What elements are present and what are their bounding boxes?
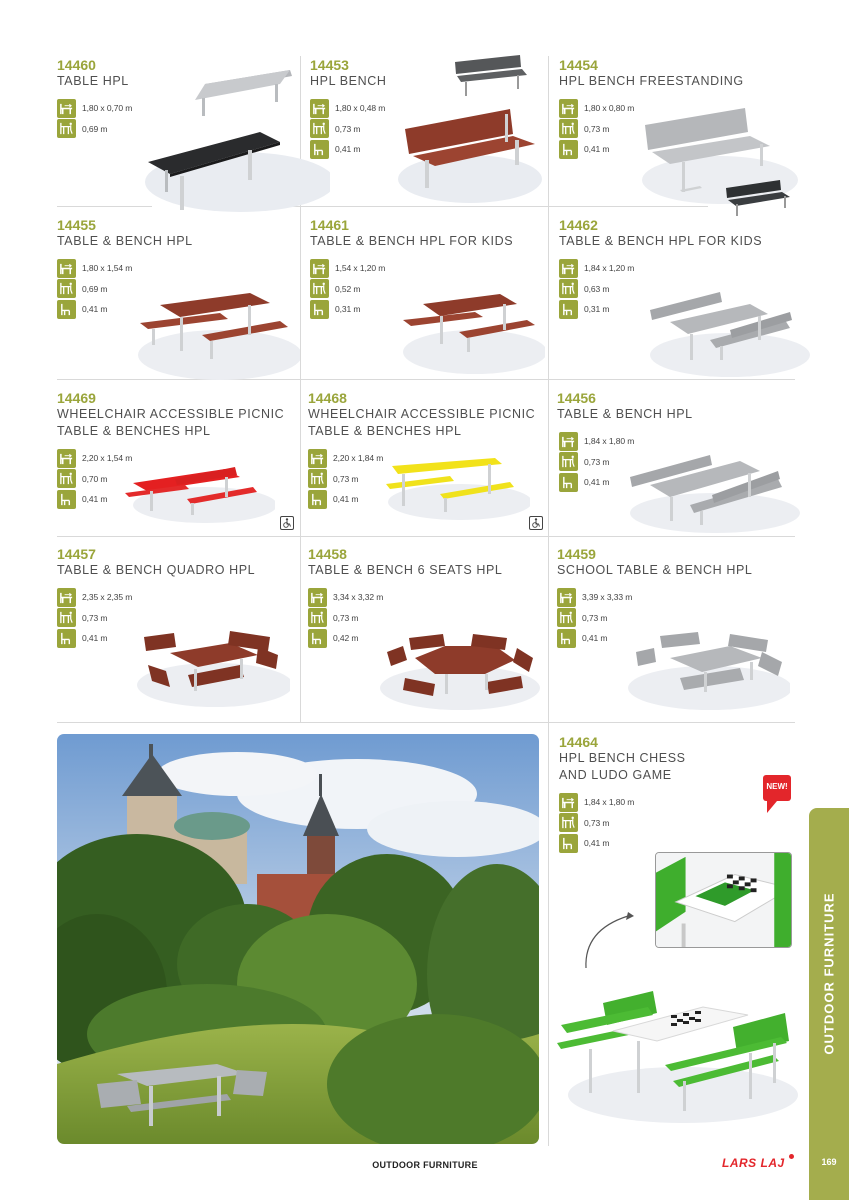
product-image-quadro: [130, 625, 290, 710]
seat-height-icon: [57, 490, 76, 509]
seat-height-icon: [57, 300, 76, 319]
spec-value: 0,41 m: [584, 838, 610, 848]
spec-value: 1,80 x 0,70 m: [82, 103, 133, 113]
spec-value: 0,73 m: [333, 612, 359, 623]
product-code: 14464: [559, 734, 598, 750]
spec-value: 0,41 m: [82, 304, 108, 314]
seat-height-icon: [559, 834, 578, 853]
table-height-icon: [559, 813, 578, 832]
table-height-icon: [559, 452, 578, 471]
seat-height-icon: [308, 490, 327, 509]
table-height-icon: [308, 469, 327, 488]
product-image-table-bench-kids: [395, 280, 545, 375]
table-height-icon: [308, 608, 327, 627]
spec-value: 0,42 m: [333, 633, 359, 643]
product-code: 14461: [310, 217, 349, 233]
chess-detail-inset: [655, 852, 792, 948]
spec-value: 0,31 m: [584, 304, 610, 314]
spec-value: 0,41 m: [582, 633, 608, 643]
spec-value: 0,63 m: [584, 283, 610, 294]
table-height-icon: [559, 279, 578, 298]
product-code: 14456: [557, 390, 596, 406]
product-code: 14460: [57, 57, 96, 73]
table-height-icon: [57, 119, 76, 138]
product-code: 14453: [310, 57, 349, 73]
spec-value: 0,41 m: [584, 477, 610, 487]
product-name: HPL BENCH: [310, 74, 387, 88]
spec-value: 0,73 m: [582, 612, 608, 623]
table-height-icon: [57, 608, 76, 627]
product-name: TABLE & BENCH 6 SEATS HPL: [308, 563, 503, 577]
product-name: TABLE & BENCH HPL: [557, 407, 693, 421]
table-height-icon: [559, 119, 578, 138]
product-name: HPL BENCH CHESS: [559, 751, 686, 765]
spec-value: 0,73 m: [333, 473, 359, 484]
seat-height-icon: [559, 473, 578, 492]
product-image-hpl-bench-freestanding: [640, 100, 800, 220]
table-dimension-icon: [57, 99, 76, 118]
product-code: 14457: [57, 546, 96, 562]
table-dimension-icon: [559, 259, 578, 278]
spec-value: 0,73 m: [82, 612, 108, 623]
spec-value: 0,31 m: [335, 304, 361, 314]
brand-dot-icon: [789, 1154, 794, 1159]
product-14464: [559, 734, 686, 854]
product-code: 14458: [308, 546, 347, 562]
section-tab-text: OUTDOOR FURNITURE: [821, 891, 837, 1055]
footer-title: OUTDOOR FURNITURE: [372, 1160, 478, 1170]
table-height-icon: [557, 608, 576, 627]
spec-value: 1,54 x 1,20 m: [335, 263, 386, 273]
new-badge-label: NEW!: [766, 782, 788, 791]
spec-value: 2,20 x 1,84 m: [333, 453, 384, 463]
page-number: 169: [821, 1157, 837, 1167]
row-divider: [57, 536, 795, 537]
product-image-6-seats: [375, 630, 540, 715]
product-name: TABLE & BENCHES HPL: [57, 424, 211, 438]
table-height-icon: [57, 469, 76, 488]
product-image-wheelchair-yellow: [380, 452, 530, 522]
product-name: SCHOOL TABLE & BENCH HPL: [557, 563, 753, 577]
wheelchair-accessible-icon: [529, 516, 543, 530]
spec-value: 0,41 m: [335, 144, 361, 154]
product-image-table-bench-hpl: [130, 275, 300, 380]
spec-value: 0,70 m: [82, 473, 108, 484]
product-14460: [57, 57, 132, 139]
section-tab-label: [809, 808, 849, 1138]
wheelchair-accessible-icon: [280, 516, 294, 530]
product-image-hpl-bench: [395, 54, 545, 204]
table-dimension-icon: [559, 793, 578, 812]
spec-value: 1,80 x 1,54 m: [82, 263, 133, 273]
product-name: TABLE & BENCH QUADRO HPL: [57, 563, 256, 577]
product-image-wheelchair-red: [125, 455, 275, 525]
spec-value: 1,84 x 1,20 m: [584, 263, 635, 273]
product-name: TABLE & BENCH HPL FOR KIDS: [310, 234, 514, 248]
product-name: WHEELCHAIR ACCESSIBLE PICNIC: [57, 407, 285, 421]
spec-list: [57, 98, 132, 139]
product-name: AND LUDO GAME: [559, 768, 672, 782]
spec-value: 0,41 m: [82, 633, 108, 643]
product-code: 14468: [308, 390, 347, 406]
spec-value: 3,39 x 3,33 m: [582, 592, 633, 602]
spec-value: 0,41 m: [584, 144, 610, 154]
spec-value: 0,73 m: [584, 123, 610, 134]
table-dimension-icon: [557, 588, 576, 607]
spec-value: 1,84 x 1,80 m: [584, 797, 635, 807]
product-code: 14462: [559, 217, 598, 233]
product-image-chess-bench: [553, 985, 798, 1125]
table-dimension-icon: [57, 449, 76, 468]
seat-height-icon: [559, 140, 578, 159]
spec-value: 0,52 m: [335, 283, 361, 294]
spec-value: 0,73 m: [335, 123, 361, 134]
product-name: TABLE & BENCH HPL FOR KIDS: [559, 234, 763, 248]
table-height-icon: [57, 279, 76, 298]
product-name: TABLE & BENCHES HPL: [308, 424, 462, 438]
seat-height-icon: [310, 300, 329, 319]
brand-logo: LARS LAJ: [722, 1156, 785, 1170]
spec-value: 1,84 x 1,80 m: [584, 436, 635, 446]
product-name: WHEELCHAIR ACCESSIBLE PICNIC: [308, 407, 536, 421]
product-image-school-table: [620, 630, 790, 715]
product-code: 14469: [57, 390, 96, 406]
spec-value: 2,35 x 2,35 m: [82, 592, 133, 602]
seat-height-icon: [557, 629, 576, 648]
spec-value: 0,73 m: [584, 817, 610, 828]
product-name: HPL BENCH FREESTANDING: [559, 74, 744, 88]
product-name: TABLE HPL: [57, 74, 129, 88]
spec-value: 0,69 m: [82, 283, 108, 294]
spec-list: [559, 792, 686, 853]
spec-value: 3,34 x 3,32 m: [333, 592, 384, 602]
spec-value: 0,41 m: [82, 494, 108, 504]
seat-height-icon: [308, 629, 327, 648]
table-dimension-icon: [559, 432, 578, 451]
table-dimension-icon: [310, 259, 329, 278]
row-divider: [57, 206, 152, 207]
product-image-table-bench-grey: [620, 445, 800, 535]
spec-value: 0,69 m: [82, 123, 108, 134]
curved-arrow-icon: [578, 910, 638, 970]
product-code: 14459: [557, 546, 596, 562]
table-height-icon: [310, 279, 329, 298]
product-code: 14455: [57, 217, 96, 233]
seat-height-icon: [57, 629, 76, 648]
table-dimension-icon: [308, 449, 327, 468]
product-name: TABLE & BENCH HPL: [57, 234, 193, 248]
park-photo: [57, 734, 539, 1144]
spec-value: 1,80 x 0,48 m: [335, 103, 386, 113]
table-dimension-icon: [57, 588, 76, 607]
spec-value: 2,20 x 1,54 m: [82, 453, 133, 463]
table-dimension-icon: [57, 259, 76, 278]
spec-value: 0,41 m: [333, 494, 359, 504]
new-badge: [763, 775, 791, 803]
product-image-table-bench-kids-grey: [640, 280, 810, 380]
column-divider: [548, 56, 549, 1146]
table-dimension-icon: [308, 588, 327, 607]
product-image-table-hpl: [140, 62, 330, 212]
spec-value: 0,73 m: [584, 456, 610, 467]
seat-height-icon: [559, 300, 578, 319]
row-divider: [57, 722, 795, 723]
spec-value: 1,80 x 0,80 m: [584, 103, 635, 113]
product-code: 14454: [559, 57, 598, 73]
table-dimension-icon: [559, 99, 578, 118]
